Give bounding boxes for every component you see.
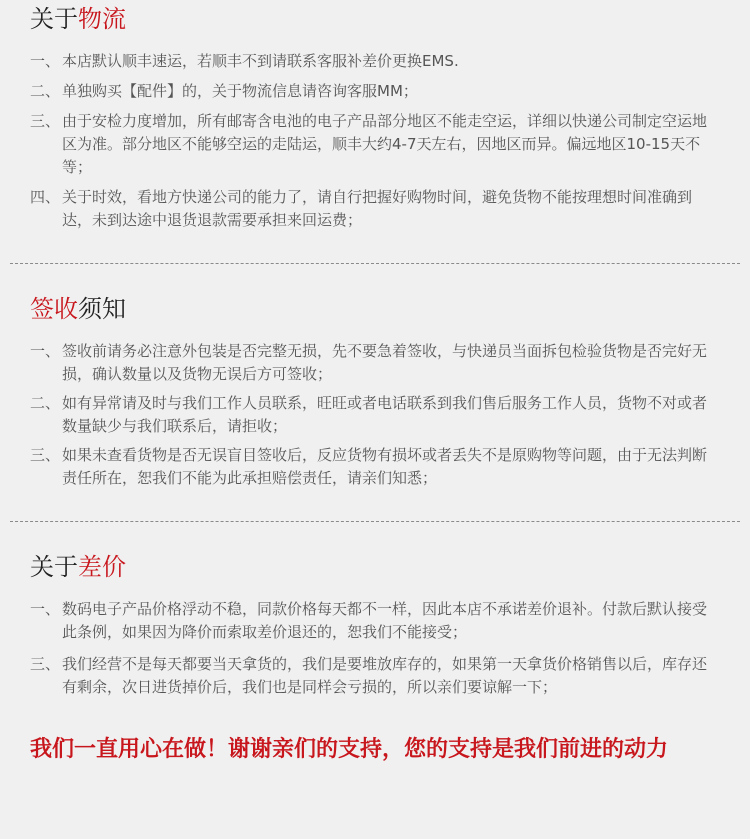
item-number: 四、 bbox=[30, 188, 61, 206]
receipt-item-2 bbox=[30, 392, 720, 438]
item-number: 一、 bbox=[30, 342, 61, 360]
item-text: 签收前请务必注意外包装是否完整无损，先不要急着签收，与快递员当面拆包检验货物是否完好无损，确认数量以及货物无误后方可签收； bbox=[62, 342, 708, 383]
item-text: 数码电子产品价格浮动不稳，同款价格每天都不一样，因此本店不承诺差价退补。付款后默认接受此条例，如果因为降价而索取差价退还的，恕我们不能接受； bbox=[62, 600, 708, 641]
receipt-title-plain: 须知 bbox=[78, 295, 126, 323]
receipt-title-highlight: 签收 bbox=[30, 295, 78, 323]
logistics-title bbox=[30, 0, 720, 34]
item-text: 由于安检力度增加，所有邮寄含电池的电子产品部分地区不能走空运，详细以快递公司制定空运地区为准。部分地区不能够空运的走陆运，顺丰大约4-7天左右，因地区而异。偏远地区10-15天不等； bbox=[62, 112, 708, 176]
price-item-1 bbox=[30, 598, 720, 644]
logistics-title-highlight: 物流 bbox=[78, 5, 126, 33]
receipt-title bbox=[30, 294, 720, 324]
logistics-item-2 bbox=[30, 80, 720, 103]
price-list bbox=[30, 598, 720, 699]
item-number: 三、 bbox=[30, 112, 61, 130]
receipt-item-3 bbox=[30, 444, 720, 490]
logistics-item-3 bbox=[30, 110, 720, 179]
item-text: 如果未查看货物是否无误盲目签收后，反应货物有损坏或者丢失不是原购物等问题，由于无法判断责任所在，恕我们不能为此承担赔偿责任，请亲们知悉； bbox=[62, 446, 708, 487]
item-number: 三、 bbox=[30, 446, 61, 464]
price-title-plain: 关于 bbox=[30, 553, 78, 581]
item-text: 单独购买【配件】的，关于物流信息请咨询客服MM； bbox=[62, 82, 418, 100]
section-divider bbox=[10, 521, 740, 522]
price-title bbox=[30, 552, 720, 582]
receipt-item-1 bbox=[30, 340, 720, 386]
price-item-2 bbox=[30, 653, 720, 699]
logistics-item-4 bbox=[30, 186, 720, 232]
receipt-list bbox=[30, 340, 720, 490]
item-number: 一、 bbox=[30, 52, 61, 70]
footer-slogan: 我们一直用心在做！谢谢亲们的支持，您的支持是我们前进的动力 bbox=[30, 737, 669, 762]
price-title-highlight: 差价 bbox=[78, 553, 126, 581]
item-text: 关于时效，看地方快递公司的能力了，请自行把握好购物时间，避免货物不能按理想时间准确到达，未到达途中退货退款需要承担来回运费； bbox=[62, 188, 693, 229]
item-number: 三、 bbox=[30, 655, 61, 673]
logistics-title-plain: 关于 bbox=[30, 5, 78, 33]
logistics-item-1 bbox=[30, 50, 720, 73]
item-number: 一、 bbox=[30, 600, 61, 618]
item-number: 二、 bbox=[30, 82, 61, 100]
item-text: 本店默认顺丰速运，若顺丰不到请联系客服补差价更换EMS. bbox=[62, 52, 459, 70]
item-text: 如有异常请及时与我们工作人员联系，旺旺或者电话联系到我们售后服务工作人员，货物不对或者数量缺少与我们联系后，请拒收； bbox=[62, 394, 708, 435]
section-divider bbox=[10, 263, 740, 264]
item-text: 我们经营不是每天都要当天拿货的，我们是要堆放库存的，如果第一天拿货价格销售以后，库存还有剩余，次日进货掉价后，我们也是同样会亏损的，所以亲们要谅解一下； bbox=[62, 655, 708, 696]
logistics-list bbox=[30, 50, 720, 232]
item-number: 二、 bbox=[30, 394, 61, 412]
